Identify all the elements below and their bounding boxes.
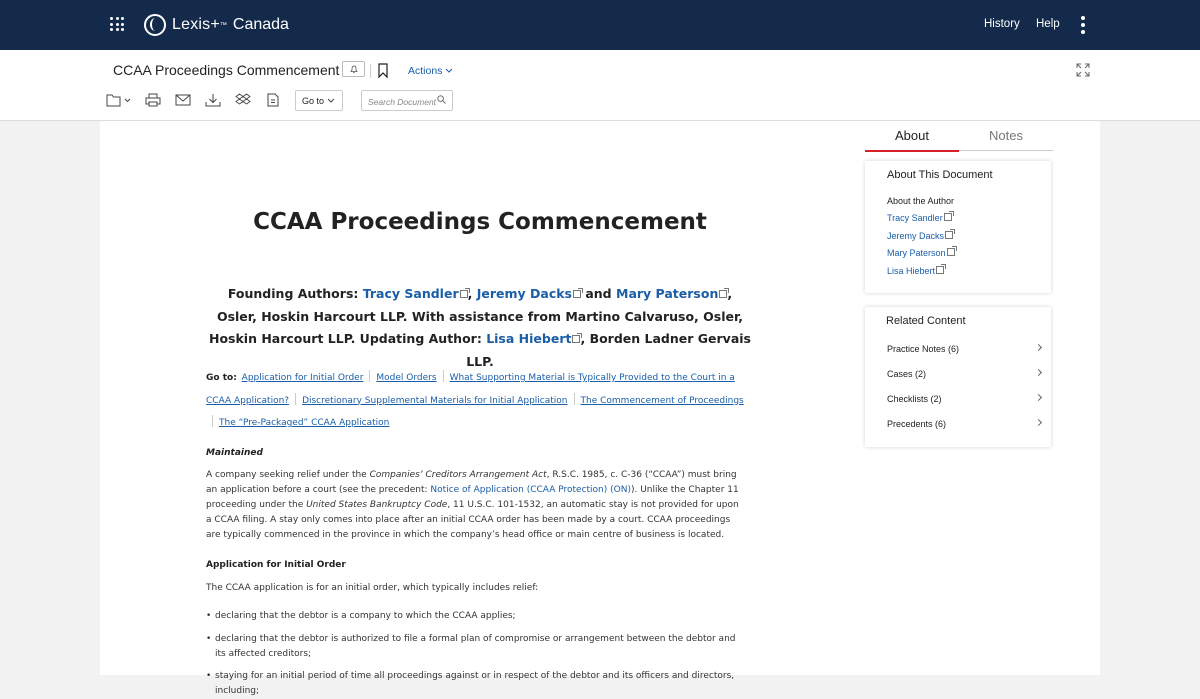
list-item: • staying for an initial period of time all proceedings against or in respect of the debtor and its officers and directors, including; [206,669,746,699]
related-content-card [865,307,1051,447]
goto-nav-label: Go to: [206,373,237,383]
expand-icon[interactable] [1076,63,1090,77]
intro-paragraph [206,468,746,543]
nav-divider [443,370,444,382]
authors-lead: Founding Authors: [227,286,363,301]
author-link-lisa-hiebert[interactable]: Lisa Hiebert [486,331,572,346]
related-item-label: Checklists (2) [887,394,942,404]
document-content-area [100,121,1100,696]
para-text: , R.S.C. 1985, c. C-36 (“CCAA”) must bring an application before a court (see the precedent: [206,470,737,495]
dropbox-icon[interactable] [235,93,251,107]
alert-button[interactable] [342,61,365,77]
author-name: Lisa Hiebert [887,265,936,276]
external-link-icon [460,290,468,298]
author-link-tracy-sandler[interactable]: Tracy Sandler [362,286,459,301]
top-navigation-bar [0,0,1200,50]
external-link-icon [572,335,580,343]
folder-icon[interactable] [106,93,132,107]
code-name: United States Bankruptcy Code [306,500,448,510]
external-link-icon [573,290,581,298]
print-icon[interactable] [145,93,161,107]
act-name: Companies’ Creditors Arrangement Act [369,470,547,480]
authors-separator: , [467,286,477,301]
actions-menu[interactable] [408,65,453,77]
search-placeholder: Search Document [368,97,437,107]
chevron-right-icon [1035,344,1042,351]
sidebar-author-mary-paterson[interactable] [887,248,955,258]
more-options-icon[interactable] [1080,16,1086,34]
goto-section-nav [206,367,746,435]
about-author-heading: About the Author [887,196,955,206]
document-toolbar [106,90,506,112]
section-paragraph: The CCAA application is for an initial order, which typically includes relief: [206,583,539,593]
sidebar-author-tracy-sandler[interactable] [887,213,952,223]
maintained-label: Maintained [206,448,263,458]
brand-logo[interactable] [144,12,289,38]
author-name: Tracy Sandler [887,213,943,223]
bell-icon [350,65,358,74]
goto-link-commencement[interactable]: The Commencement of Proceedings [580,395,744,406]
document-header-title: CCAA Proceedings Commencement [113,62,340,78]
nav-divider [574,393,575,405]
goto-link-application-initial-order[interactable]: Application for Initial Order [241,373,364,383]
chevron-down-icon [327,98,335,104]
search-document-input[interactable] [361,90,453,111]
help-link[interactable]: Help [1036,18,1060,30]
lexis-logo-icon [144,14,166,36]
external-link-icon [945,231,953,239]
external-link-icon [936,266,944,274]
goto-link-model-orders[interactable]: Model Orders [376,373,437,383]
brand-region: Canada [232,16,289,33]
chevron-right-icon [1035,419,1042,426]
authors-block [208,283,752,373]
download-icon[interactable] [205,93,221,107]
list-item: • declaring that the debtor is authorized to file a formal plan of compromise or arrangement between the debtor and its affected creditors; [206,632,746,662]
section-heading: Application for Initial Order [206,560,346,570]
external-link-icon [944,213,952,221]
authors-tail: , Borden Ladner Gervais LLP. [466,331,751,369]
goto-link-pre-packaged[interactable]: The “Pre-Packaged” CCAA Application [219,418,390,428]
related-item-label: Precedents (6) [887,419,947,429]
goto-link-supporting-material[interactable]: What Supporting Material is Typically Provided to the Court in a CCAA Application? [206,373,735,406]
app-launcher-icon[interactable] [110,17,124,31]
sidebar-author-lisa-hiebert[interactable] [887,266,944,276]
author-link-mary-paterson[interactable]: Mary Paterson [616,286,719,301]
document-export-icon[interactable] [265,93,281,107]
goto-dropdown[interactable] [295,90,343,111]
goto-label: Go to [302,95,325,106]
related-item-checklists[interactable] [887,394,1043,408]
para-text: , 11 U.S.C. 101-1532, an automatic stay is not provided for upon a CCAA filing. A stay only comes into place after an initial CCAA order has been made by a court. CCAA proceedings are typically commenced in the province in which the company’s head office or main centre of business is located. [206,500,739,540]
goto-link-discretionary-materials[interactable]: Discretionary Supplemental Materials for Initial Application [302,395,568,406]
about-card-title: About This Document [887,169,993,181]
sidebar-tabs [865,128,1053,152]
precedent-link[interactable]: Notice of Application (CCAA Protection) (ON) [430,485,631,495]
related-item-label: Practice Notes (6) [887,344,960,354]
document-title: CCAA Proceedings Commencement [253,209,707,235]
about-document-card [865,161,1051,293]
related-card-title: Related Content [886,315,966,327]
document-header [0,50,1200,121]
related-item-precedents[interactable] [887,419,1043,433]
para-text: ). Unlike the Chapter 11 proceeding under the [206,485,739,510]
email-icon[interactable] [175,93,191,107]
author-name: Jeremy Dacks [887,230,945,241]
chevron-down-icon [445,68,453,74]
brand-name: Lexis+ [172,16,220,33]
chevron-right-icon [1035,369,1042,376]
search-icon[interactable] [437,95,446,104]
tab-notes[interactable]: Notes [959,128,1053,151]
nav-divider [212,415,213,427]
tab-about[interactable]: About [865,128,959,152]
authors-separator: and [581,286,616,301]
nav-divider [295,393,296,405]
related-item-practice-notes[interactable] [887,344,1043,358]
related-item-label: Cases (2) [887,369,927,379]
nav-divider [369,370,370,382]
related-item-cases[interactable] [887,369,1043,383]
author-link-jeremy-dacks[interactable]: Jeremy Dacks [476,286,572,301]
bookmark-icon[interactable] [378,63,388,78]
history-link[interactable]: History [984,18,1020,30]
para-text: A company seeking relief under the [206,470,370,480]
author-name: Mary Paterson [887,248,946,258]
actions-label: Actions [408,65,443,77]
external-link-icon [719,290,727,298]
external-link-icon [947,248,955,256]
brand-trademark: ™ [219,21,227,29]
chevron-right-icon [1035,394,1042,401]
list-item: • declaring that the debtor is a company to which the CCAA applies; [206,609,746,624]
authors-affiliation: , Osler, Hoskin Harcourt LLP. With assistance from Martino Calvaruso, Osler, Hoskin Harcourt LLP. Updating Author: [209,286,744,346]
header-divider [370,64,371,78]
sidebar-author-jeremy-dacks[interactable] [887,231,953,241]
